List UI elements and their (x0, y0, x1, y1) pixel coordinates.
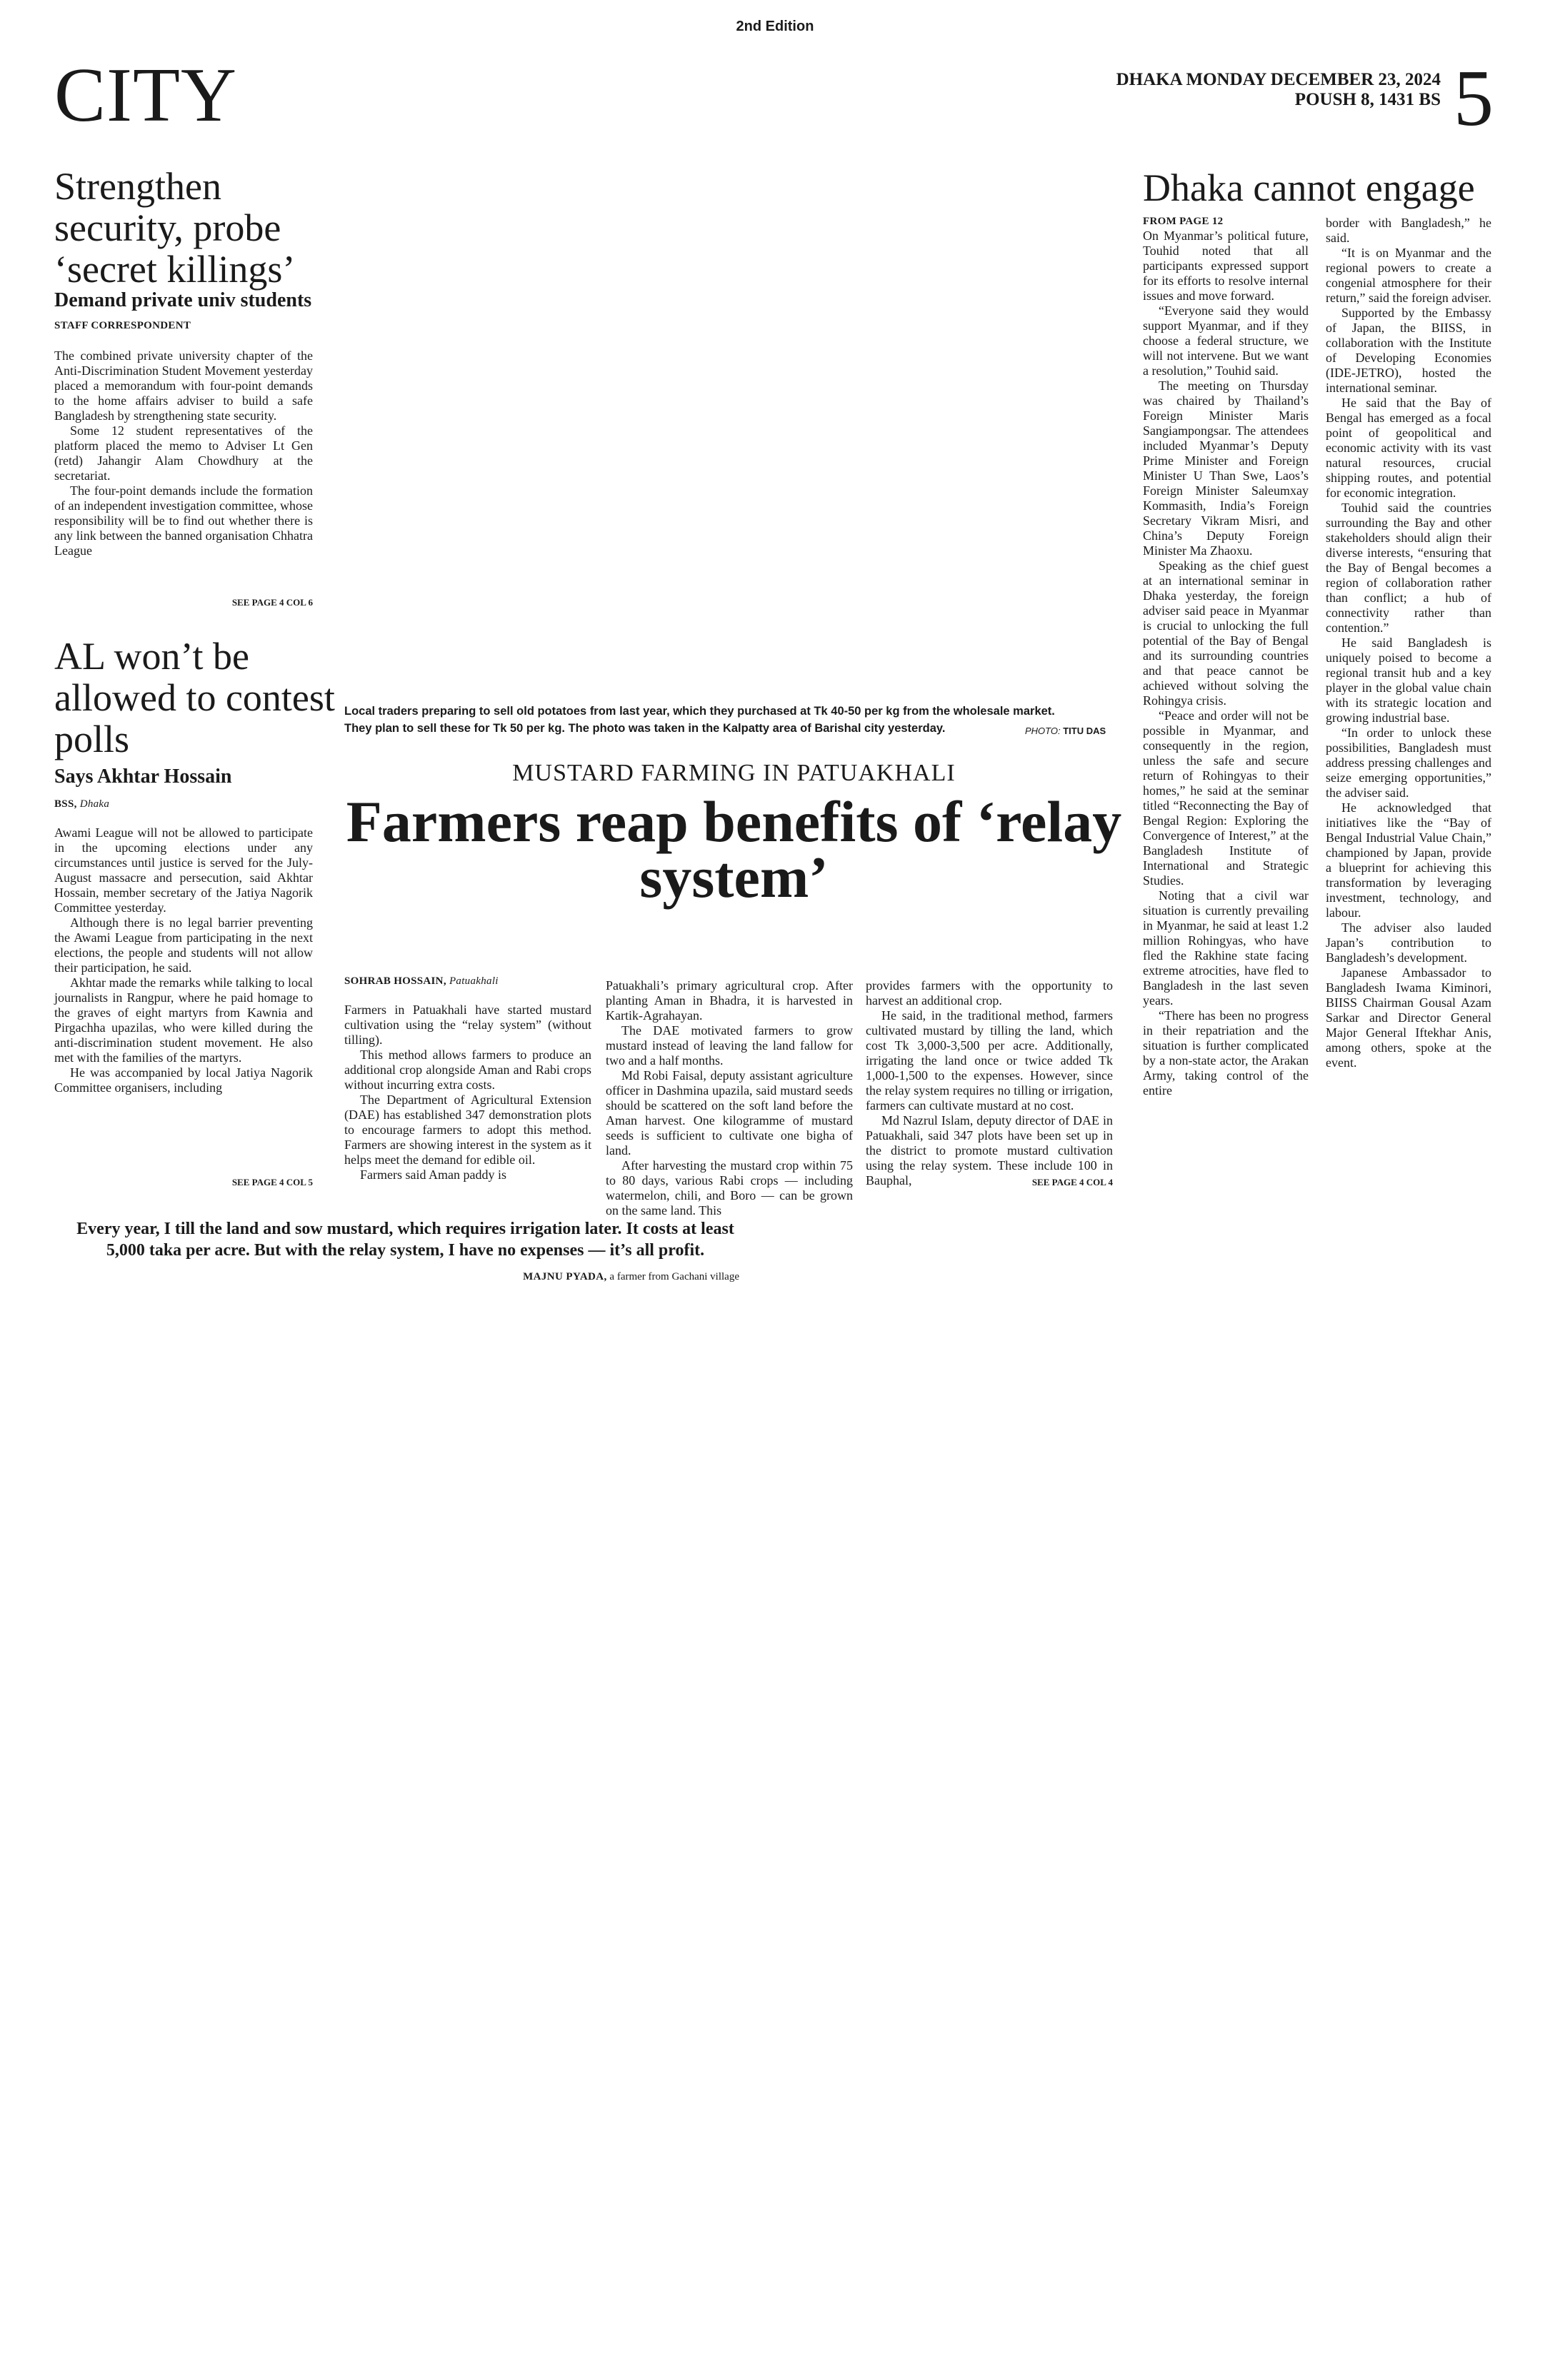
story4-paragraph: “Peace and order will not be possible in Myanmar, and consequently in the region, unless the safe and secure return of Rohingyas to their homes,” he said at the seminar titled “Reconnecting the Bay of Bengal Region: Exploring the Convergence of Interest,” at the Bangladesh Institute of International and Strategic Studies. (1143, 708, 1309, 888)
photo-caption: Local traders preparing to sell old potatoes from last year, which they purchased at Tk 40-50 per kg from the wholesale market. They plan to sell these for Tk 50 per kg. The photo was taken in the Kalpatty area of Barishal city yesterday. (344, 705, 1055, 735)
story2-headline[interactable]: AL won’t be allowed to contest polls (54, 635, 335, 760)
story2-kicker: Says Akhtar Hossain (54, 765, 232, 788)
story3-paragraph: He said, in the traditional method, farmers cultivated mustard by tilling the land, which cost Tk 3,000-3,500 per acre. Additionally, irrigating the land once or twice added Tk 1,000-1,500 to the expenses. However, since the relay system requires no tilling or irrigation, farmers can cultivate mustard at no cost. (866, 1008, 1113, 1113)
page-number: 5 (1454, 54, 1494, 143)
story2-byline-place: Dhaka (79, 798, 110, 810)
story4-paragraph: border with Bangladesh,” he said. (1326, 216, 1491, 245)
date-line: DHAKA MONDAY DECEMBER 23, 2024 (1116, 70, 1441, 89)
story3-byline-author: SOHRAB HOSSAIN, (344, 975, 446, 987)
story1-paragraph: The combined private university chapter of the Anti-Discrimination Student Movement yesterday placed a memorandum with four-point demands to the home affairs adviser to build a safe Bangladesh by strengthening state security. (54, 348, 313, 423)
story1-body (54, 348, 313, 588)
story4-paragraph: The adviser also lauded Japan’s contribution to Bangladesh’s development. (1326, 920, 1491, 965)
story1-jump-link[interactable]: SEE PAGE 4 COL 6 (231, 597, 313, 608)
story3-jump-link[interactable]: SEE PAGE 4 COL 4 (1031, 1177, 1113, 1188)
story1-paragraph: The four-point demands include the formation of an independent investigation committee, whose responsibility will be to find out whether there is any link between the banned organisation Chhatra League (54, 483, 313, 558)
story3-col1 (344, 1003, 591, 1183)
story2-body (54, 825, 313, 1168)
story4-col1 (1143, 229, 1309, 1185)
bangla-date-line: POUSH 8, 1431 BS (1294, 90, 1441, 109)
story1-kicker: Demand private univ students (54, 289, 312, 311)
photo-credit-name: TITU DAS (1063, 725, 1106, 736)
story3-paragraph: Md Nazrul Islam, deputy director of DAE in Patuakhali, said 347 plots have been set up in the district to promote mustard cultivation using the relay system. These include 100 in Bauphal, (866, 1113, 1113, 1188)
story4-paragraph: Noting that a civil war situation is currently prevailing in Myanmar, he said at least 1.2 million Rohingyas, who have fled the Rakhine state facing extreme atrocities, have fled to Bangladesh in the last seven years. (1143, 888, 1309, 1008)
story3-paragraph: After harvesting the mustard crop within 75 to 80 days, various Rabi crops — including watermelon, chili, and Boro — can be grown on the same land. This (606, 1158, 853, 1217)
story4-paragraph: “In order to unlock these possibilities, Bangladesh must address pressing challenges and seize emerging opportunities,” the adviser said. (1326, 725, 1491, 800)
story3-paragraph: This method allows farmers to produce an additional crop alongside Aman and Rabi crops without incurring extra costs. (344, 1048, 591, 1092)
story3-headline[interactable]: Farmers reap benefits of ‘relay system’ (346, 789, 1122, 910)
story4-paragraph: On Myanmar’s political future, Touhid noted that all participants expressed support for its efforts to resolve internal issues and move forward. (1143, 229, 1309, 303)
story3-byline (344, 975, 499, 988)
story3-paragraph: Farmers in Patuakhali have started mustard cultivation using the “relay system” (without tilling). (344, 1003, 591, 1047)
story4-paragraph: “There has been no progress in their repatriation and the situation is further complicated by a non-state actor, the Arakan Army, taking control of the entire (1143, 1008, 1309, 1098)
story4-paragraph: Japanese Ambassador to Bangladesh Iwama Kiminori, BIISS Chairman Gousal Azam Sarkar and Director General Major General Iftekhar Anis, among others, spoke at the event. (1326, 965, 1491, 1070)
edition-label: 2nd Edition (736, 19, 814, 34)
story3-byline-place: Patuakhali (449, 975, 499, 987)
story4-col2 (1326, 216, 1491, 1185)
pull-quote-source (71, 1271, 739, 1283)
photo-credit (1025, 725, 1106, 736)
story1-byline: STAFF CORRESPONDENT (54, 320, 191, 331)
story3-paragraph: Farmers said Aman paddy is (360, 1168, 506, 1182)
story2-paragraph: Although there is no legal barrier preventing the Awami League from participating in the next elections, the people and students will not allow their participation, he said. (54, 915, 313, 975)
story4-paragraph: “It is on Myanmar and the regional powers to create a congenial atmosphere for their return,” said the foreign adviser. (1326, 246, 1491, 305)
story3-col2 (606, 978, 853, 1217)
story4-from-page[interactable]: FROM PAGE 12 (1143, 216, 1224, 227)
story4-paragraph: He said that the Bay of Bengal has emerged as a focal point of geopolitical and economic activity with its vast natural resources, crucial shipping routes, and potential for economic integration. (1326, 396, 1491, 500)
story4-paragraph: He acknowledged that initiatives like the “Bay of Bengal Industrial Value Chain,” championed by Japan, provide a blueprint for achieving this transformation by leveraging investment, technology, and labour. (1326, 800, 1491, 920)
story3-paragraph: The DAE motivated farmers to grow mustard instead of leaving the land fallow for two and a half months. (606, 1023, 853, 1068)
story4-paragraph: Speaking as the chief guest at an international seminar in Dhaka yesterday, the foreign adviser said peace in Myanmar is crucial to unlocking the full potential of the Bay of Bengal and its surrounding countries and that peace cannot be achieved without solving the Rohingya crisis. (1143, 558, 1309, 708)
photo-credit-label: PHOTO: (1025, 725, 1061, 736)
story4-headline[interactable]: Dhaka cannot engage (1143, 166, 1475, 209)
story3-col3 (866, 978, 1113, 1188)
section-title: CITY (54, 53, 237, 138)
story1-paragraph: Some 12 student representatives of the platform placed the memo to Adviser Lt Gen (retd) Jahangir Alam Chowdhury at the secretariat. (54, 423, 313, 483)
story2-jump-link[interactable]: SEE PAGE 4 COL 5 (231, 1177, 313, 1188)
story2-paragraph: Awami League will not be allowed to participate in the upcoming elections under any circumstances until justice is served for the July-August massacre and persecution, said Akhtar Hossain, member secretary of the Jatiya Nagorik Committee yesterday. (54, 825, 313, 915)
story4-paragraph: Supported by the Embassy of Japan, the BIISS, in collaboration with the Institute of Developing Economies (IDE-JETRO), hosted the international seminar. (1326, 306, 1491, 395)
story2-paragraph: He was accompanied by local Jatiya Nagorik Committee organisers, including (54, 1065, 313, 1095)
story2-byline-agency: BSS, (54, 798, 77, 810)
story4-paragraph: The meeting on Thursday was chaired by Thailand’s Foreign Minister Maris Sangiampongsar. The attendees included Myanmar’s Deputy Prime Minister and Foreign Minister U Than Swe, Laos’s Foreign Minister Saleumxay Kommasith, India’s Foreign Secretary Vikram Misri, and China’s Deputy Foreign Minister Ma Zhaoxu. (1143, 378, 1309, 558)
pull-quote-role: a farmer from Gachani village (609, 1271, 739, 1282)
story3-kicker: MUSTARD FARMING IN PATUAKHALI (512, 760, 956, 786)
pull-quote: Every year, I till the land and sow mustard, which requires irrigation later. It costs at least 5,000 taka per acre. But with the relay system, I have no expenses — it’s all profit. (76, 1220, 734, 1260)
story3-paragraph: Patuakhali’s primary agricultural crop. After planting Aman in Bhadra, it is harvested in Kartik-Agrahayan. (606, 978, 853, 1023)
story3-paragraph: The Department of Agricultural Extension (DAE) has established 347 demonstration plots to encourage farmers to adopt this method. Farmers are showing interest in the system as it helps meet the demand for edible oil. (344, 1093, 591, 1167)
story4-paragraph: Touhid said the countries surrounding the Bay and other stakeholders should align their diverse interests, “ensuring that the Bay of Bengal becomes a region of collaboration rather than conflict; a hub of connectivity rather than contention.” (1326, 501, 1491, 635)
pull-quote-name: MAJNU PYADA, (523, 1271, 607, 1282)
story3-paragraph: provides farmers with the opportunity to harvest an additional crop. (866, 978, 1113, 1008)
story3-paragraph: Md Robi Faisal, deputy assistant agriculture officer in Dashmina upazila, said mustard seeds should be scattered on the soft land before the Aman harvest. One kilogramme of mustard seeds is sufficient to cultivate one bigha of land. (606, 1068, 853, 1158)
story2-byline (54, 798, 109, 810)
story1-headline[interactable]: Strengthen security, probe ‘secret killings’ (54, 165, 296, 291)
masthead-date (1116, 70, 1441, 110)
story4-paragraph: He said Bangladesh is uniquely poised to become a regional transit hub and a key player in the global value chain with its strategic location and growing industrial base. (1326, 636, 1491, 725)
story4-paragraph: “Everyone said they would support Myanmar, and if they choose a federal structure, we will not intervene. But we want a resolution,” Touhid said. (1143, 303, 1309, 378)
story2-paragraph: Akhtar made the remarks while talking to local journalists in Rangpur, where he paid homage to the graves of eight martyrs from Kawnia and Pirgachha upazilas, who were killed during the anti-discrimination student movement. He also met with the families of the martyrs. (54, 975, 313, 1065)
